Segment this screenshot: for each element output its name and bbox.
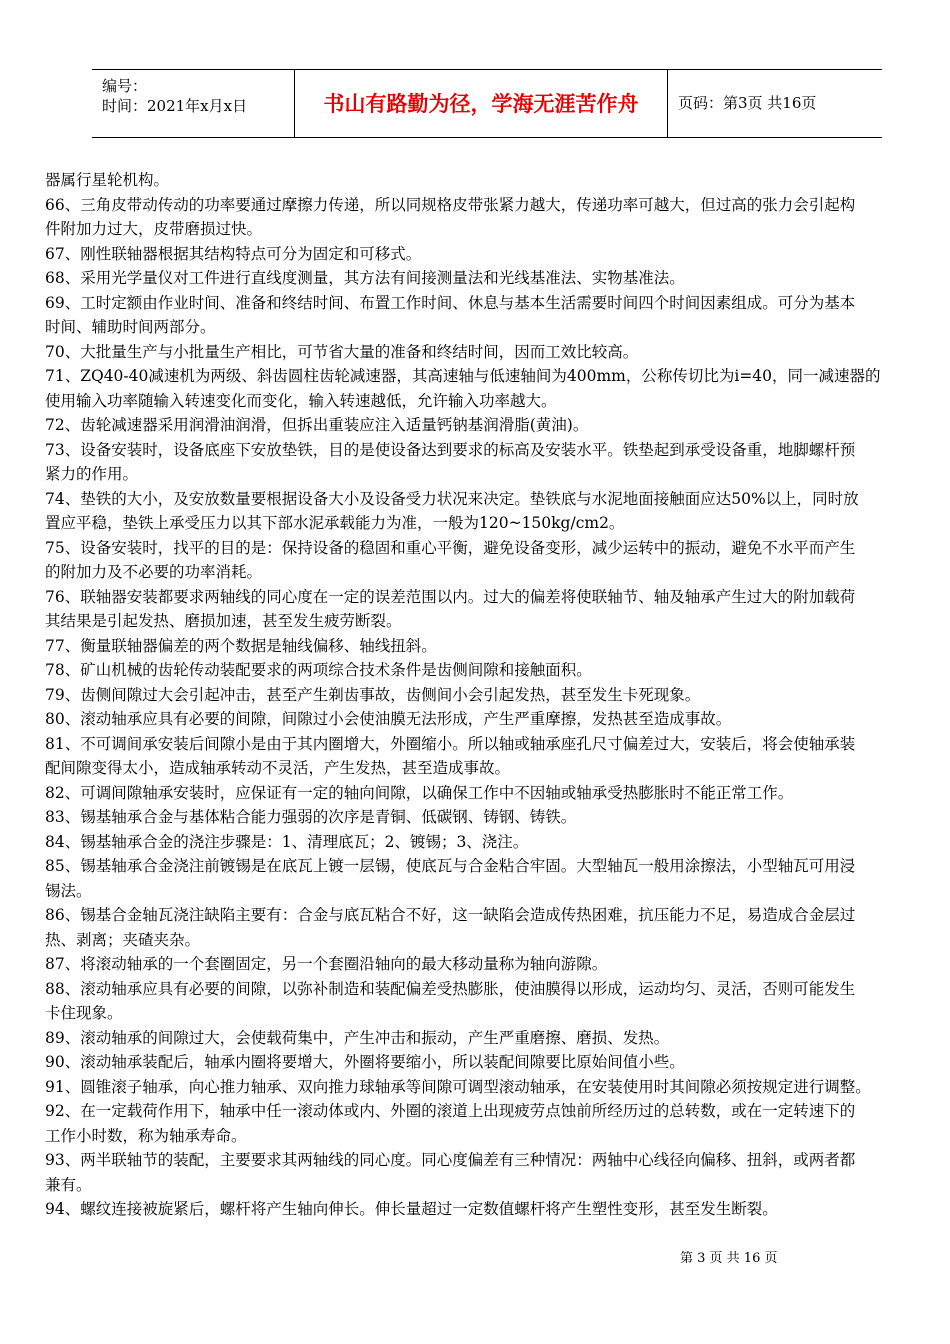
page-footer: 第 3 页 共 16 页: [680, 1251, 778, 1266]
text-line: 87、将滚动轴承的一个套圈固定，另一个套圈沿轴向的最大移动量称为轴向游隙。: [45, 955, 608, 973]
text-line: 79、齿侧间隙过大会引起冲击，甚至产生剃齿事故，齿侧间小会引起发热，甚至发生卡死现象。: [45, 685, 701, 704]
text-line: 76、联轴器安装都要求两轴线的同心度在一定的误差范围以内。过大的偏差将使联轴节、轴及轴承产生过大的附加载荷: [45, 587, 856, 606]
text-line: 94、螺纹连接被旋紧后，螺杆将产生轴向伸长。伸长量超过一定数值螺杆将产生塑性变形，甚至发生断裂。: [45, 1200, 778, 1218]
text-line: 71、ZQ40-40减速机为两级、斜齿圆柱齿轮减速器，其高速轴与低速轴间为400mm，公称传切比为i=40，同一减速器的: [45, 367, 881, 385]
text-line: 75、设备安装时，找平的目的是：保持设备的稳固和重心平衡，避免设备变形，减少运转中的振动，避免不水平而产生: [45, 538, 856, 557]
text-line: 68、采用光学量仪对工件进行直线度测量，其方法有间接测量法和光线基准法、实物基准法。: [45, 269, 685, 287]
text-line: 的附加力及不必要的功率消耗。: [45, 563, 263, 581]
text-line: 82、可调间隙轴承安装时，应保证有一定的轴向间隙，以确保工作中不因轴或轴承受热膨胀时不能正常工作。: [45, 783, 794, 802]
text-line: 90、滚动轴承装配后，轴承内圈将要增大，外圈将要缩小，所以装配间隙要比原始间值小些。: [45, 1053, 685, 1071]
text-line: 84、锡基轴承合金的浇注步骤是：1、清理底瓦；2、镀锡；3、浇注。: [45, 832, 529, 851]
text-line: 78、矿山机械的齿轮传动装配要求的两项综合技术条件是齿侧间隙和接触面积。: [45, 661, 592, 679]
text-line: 热、剥离；夹碴夹杂。: [45, 930, 201, 949]
text-line: 配间隙变得太小，造成轴承转动不灵活，产生发热，甚至造成事故。: [45, 759, 511, 777]
text-line: 时间、辅助时间两部分。: [45, 318, 216, 336]
document-body: [45, 168, 927, 1222]
page-header: [92, 69, 882, 138]
text-line: 器属行星轮机构。: [45, 171, 170, 189]
text-line: 锡法。: [45, 881, 92, 900]
text-line: 86、锡基合金轴瓦浇注缺陷主要有：合金与底瓦粘合不好，这一缺陷会造成传热困难，抗压能力不足，易造成合金层过: [45, 906, 856, 924]
text-line: 兼有。: [45, 1175, 92, 1194]
text-line: 66、三角皮带动传动的功率要通过摩擦力传递，所以同规格皮带张紧力越大，传递功率可越大，但过高的张力会引起构: [45, 195, 856, 214]
document-number: 编号：: [102, 77, 148, 95]
text-line: 70、大批量生产与小批量生产相比，可节省大量的准备和终结时间，因而工效比较高。: [45, 342, 639, 361]
text-line: 其结果是引起发热、磨损加速，甚至发生疲劳断裂。: [45, 612, 402, 630]
text-line: 91、圆锥滚子轴承，向心推力轴承、双向推力球轴承等间隙可调型滚动轴承，在安装使用时其间隙必须按规定进行调整。: [45, 1077, 871, 1096]
header-page-number: 页码：第3页 共16页: [678, 94, 817, 112]
text-line: 74、垫铁的大小，及安放数量要根据设备大小及设备受力状况来决定。垫铁底与水泥地面接触面应达50%以上，同时放: [45, 489, 859, 508]
text-line: 使用输入功率随输入转速变化而变化，输入转速越低，允许输入功率越大。: [45, 391, 557, 410]
text-line: 93、两半联轴节的装配，主要要求其两轴线的同心度。同心度偏差有三种情况：两轴中心线径向偏移、扭斜，或两者都: [45, 1151, 856, 1169]
document-time: 时间：2021年x月x日: [102, 97, 248, 115]
text-line: 92、在一定载荷作用下，轴承中任一滚动体或内、外圈的滚道上出现疲劳点蚀前所经历过的总转数，或在一定转速下的: [45, 1102, 856, 1120]
text-line: 件附加力过大，皮带磨损过快。: [45, 220, 263, 238]
text-line: 81、不可调间承安装后间隙小是由于其内圈增大，外圈缩小。所以轴或轴承座孔尺寸偏差过大，安装后，将会使轴承装: [45, 734, 856, 753]
text-line: 80、滚动轴承应具有必要的间隙，间隙过小会使油膜无法形成，产生严重摩擦，发热甚至造成事故。: [45, 710, 732, 728]
text-line: 卡住现象。: [45, 1004, 123, 1022]
text-line: 83、锡基轴承合金与基体粘合能力强弱的次序是青铜、低碳钢、铸钢、铸铁。: [45, 808, 577, 826]
text-line: 置应平稳，垫铁上承受压力以其下部水泥承载能力为准，一般为120~150kg/cm2。: [45, 514, 625, 532]
text-line: 85、锡基轴承合金浇注前镀锡是在底瓦上镀一层锡，使底瓦与合金粘合牢固。大型轴瓦一般用涂擦法，小型轴瓦可用浸: [45, 857, 856, 875]
text-line: 89、滚动轴承的间隙过大，会使载荷集中，产生冲击和振动，产生严重磨擦、磨损、发热。: [45, 1028, 670, 1047]
header-meta: [92, 70, 294, 137]
text-line: 77、衡量联轴器偏差的两个数据是轴线偏移、轴线扭斜。: [45, 636, 437, 655]
text-line: 69、工时定额由作业时间、准备和终结时间、布置工作时间、休息与基本生活需要时间四个时间因素组成。可分为基本: [45, 293, 856, 312]
header-motto: 书山有路勤为径，学海无涯苦作舟: [294, 70, 668, 137]
text-line: 73、设备安装时，设备底座下安放垫铁，目的是使设备达到要求的标高及安装水平。铁垫起到承受设备重，地脚螺杆预: [45, 440, 856, 459]
text-line: 紧力的作用。: [45, 465, 139, 483]
text-line: 67、刚性联轴器根据其结构特点可分为固定和可移式。: [45, 244, 422, 263]
text-line: 88、滚动轴承应具有必要的间隙，以弥补制造和装配偏差受热膨胀，使油膜得以形成，运动均匀、灵活，否则可能发生: [45, 979, 856, 998]
text-line: 72、齿轮减速器采用润滑油润滑，但拆出重装应注入适量钙钠基润滑脂(黄油)。: [45, 416, 589, 434]
text-line: 工作小时数，称为轴承寿命。: [45, 1126, 247, 1145]
